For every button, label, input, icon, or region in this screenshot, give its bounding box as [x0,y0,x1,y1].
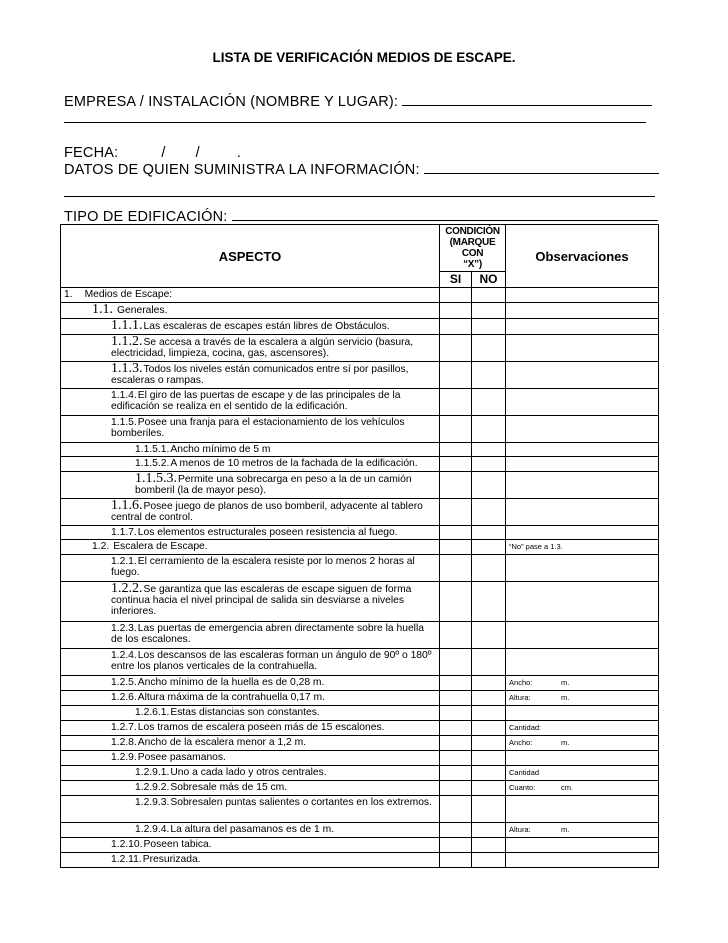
observacion-label: “No” pase a 1.3. [509,542,563,552]
si-checkbox-cell[interactable] [440,525,472,539]
item-text: El cerramiento de la escalera resiste por lo menos 2 horas al fuego. [111,555,415,579]
no-checkbox-cell[interactable] [472,675,506,690]
item-text: Medios de Escape: [84,289,173,301]
table-row [61,525,659,539]
item-text: Posee una franja para el estacionamiento de los vehículos bomberiles. [111,417,405,440]
empresa-field[interactable] [402,93,652,106]
aspecto-cell [61,303,440,319]
item-number: 1.2.9.2. [135,781,170,793]
si-checkbox-cell[interactable] [440,303,472,319]
aspecto-cell [61,720,440,735]
table-row [61,765,659,780]
item-text: Sobresalen puntas salientes o cortantes en los extremos. [170,796,432,808]
observaciones-cell[interactable] [506,795,659,822]
si-checkbox-cell[interactable] [440,837,472,852]
item-text: Presurizada. [142,853,201,865]
aspecto-cell [61,705,440,720]
tipo-line [64,208,658,225]
observaciones-cell[interactable] [506,303,659,319]
si-checkbox-cell[interactable] [440,765,472,780]
no-checkbox-cell[interactable] [472,837,506,852]
si-header: SI [440,272,472,288]
item-number: 1.2.6.1. [135,706,170,718]
aspecto-cell [61,389,440,416]
item-text: Las escaleras de escapes están libres de Obstáculos. [143,321,390,333]
item-number: 1.1.6. [111,497,143,513]
aspecto-cell [61,581,440,621]
observaciones-cell[interactable] [506,539,659,554]
observaciones-cell[interactable] [506,837,659,852]
observaciones-cell[interactable] [506,288,659,303]
table-row [61,705,659,720]
no-checkbox-cell[interactable] [472,705,506,720]
item-text: La altura del pasamanos es de 1 m. [170,823,335,835]
table-row [61,621,659,648]
datos-field[interactable] [424,161,659,174]
si-checkbox-cell[interactable] [440,750,472,765]
item-number: 1.2.9. [111,751,137,763]
no-checkbox-cell[interactable] [472,335,506,362]
observaciones-cell[interactable] [506,621,659,648]
item-number: 1.1.5.1. [135,444,170,456]
fecha-end: . [236,145,242,161]
table-row [61,750,659,765]
observacion-label: Ancho: [509,738,533,748]
item-number: 1.1.5. [111,417,137,429]
no-checkbox-cell[interactable] [472,648,506,675]
datos-label: DATOS DE QUIEN SUMINISTRA LA INFORMACIÓN: [64,162,420,178]
table-row [61,389,659,416]
si-checkbox-cell[interactable] [440,705,472,720]
si-checkbox-cell[interactable] [440,675,472,690]
item-number: 1.2. [92,540,110,552]
item-number: 1.1.5.2. [135,458,170,470]
tipo-field[interactable] [232,208,658,221]
si-checkbox-cell[interactable] [440,416,472,443]
si-checkbox-cell[interactable] [440,648,472,675]
table-row [61,852,659,867]
observaciones-cell[interactable] [506,750,659,765]
fecha-sep-2: / [195,145,200,161]
empresa-line [64,93,652,110]
observaciones-header: Observaciones [506,225,659,288]
no-checkbox-cell[interactable] [472,765,506,780]
table-row [61,539,659,554]
aspecto-cell [61,822,440,837]
no-checkbox-cell[interactable] [472,720,506,735]
no-checkbox-cell[interactable] [472,498,506,525]
header-row [61,225,659,272]
no-checkbox-cell[interactable] [472,288,506,303]
observacion-unit: m. [561,738,570,748]
no-checkbox-cell[interactable] [472,457,506,471]
item-number: 1.2.11. [111,853,142,865]
aspecto-cell [61,288,440,303]
item-number: 1.2.6. [111,691,137,703]
item-text: Se accesa a través de la escalera a algún servicio (basura, electricidad, limpieza, cocina, gas, ascensores). [111,337,414,360]
item-text: Los elementos estructurales poseen resistencia al fuego. [137,526,398,538]
si-checkbox-cell[interactable] [440,389,472,416]
si-checkbox-cell[interactable] [440,539,472,554]
aspecto-cell [61,837,440,852]
observacion-unit: m. [561,693,570,703]
aspecto-cell [61,690,440,705]
no-checkbox-cell[interactable] [472,690,506,705]
observacion-label: Ancho: [509,678,533,688]
aspecto-header: ASPECTO [61,225,440,288]
observaciones-cell[interactable] [506,457,659,471]
aspecto-cell [61,471,440,498]
observaciones-cell[interactable] [506,648,659,675]
si-checkbox-cell[interactable] [440,498,472,525]
no-checkbox-cell[interactable] [472,554,506,581]
table-row [61,554,659,581]
item-text: Estas distancias son constantes. [170,706,320,718]
item-text: Los tramos de escalera poseen más de 15 escalones. [137,721,385,733]
item-number: 1.1.7. [111,526,137,538]
observaciones-cell[interactable] [506,720,659,735]
no-checkbox-cell[interactable] [472,362,506,389]
aspecto-cell [61,457,440,471]
observaciones-cell[interactable] [506,822,659,837]
observacion-unit: m. [561,678,570,688]
aspecto-cell [61,852,440,867]
observacion-label: Altura: [509,693,531,703]
table-row [61,362,659,389]
table-row [61,780,659,795]
no-checkbox-cell[interactable] [472,539,506,554]
no-checkbox-cell[interactable] [472,621,506,648]
observaciones-cell[interactable] [506,498,659,525]
observacion-label: Cantidad: [509,723,542,733]
item-number: 1.2.9.3. [135,796,170,808]
item-number: 1.1.1. [111,318,143,334]
no-checkbox-cell[interactable] [472,416,506,443]
item-text: Las puertas de emergencia abren directamente sobre la huella de los escalones. [111,622,424,646]
observaciones-cell[interactable] [506,554,659,581]
table-row [61,457,659,471]
observaciones-cell[interactable] [506,765,659,780]
table-row [61,335,659,362]
datos-continuation-rule [64,196,655,197]
item-text: Sobresale más de 15 cm. [170,781,288,793]
no-header: NO [472,272,506,288]
si-checkbox-cell[interactable] [440,735,472,750]
aspecto-cell [61,443,440,457]
no-checkbox-cell[interactable] [472,303,506,319]
si-checkbox-cell[interactable] [440,581,472,621]
no-checkbox-cell[interactable] [472,389,506,416]
no-checkbox-cell[interactable] [472,471,506,498]
no-checkbox-cell[interactable] [472,750,506,765]
si-checkbox-cell[interactable] [440,795,472,822]
no-checkbox-cell[interactable] [472,581,506,621]
observaciones-cell[interactable] [506,735,659,750]
item-text: Ancho de la escalera menor a 1,2 m. [137,736,307,748]
si-checkbox-cell[interactable] [440,720,472,735]
observaciones-cell[interactable] [506,443,659,457]
item-text: Posee pasamanos. [137,751,226,763]
observacion-label: Altura: [509,825,531,835]
no-checkbox-cell[interactable] [472,525,506,539]
si-checkbox-cell[interactable] [440,822,472,837]
aspecto-cell [61,319,440,335]
observaciones-cell[interactable] [506,852,659,867]
observacion-label: Cuanto: [509,783,536,793]
item-number: 1.1.3. [111,361,143,377]
observaciones-cell[interactable] [506,525,659,539]
table-row [61,498,659,525]
aspecto-cell [61,780,440,795]
aspecto-cell [61,554,440,581]
item-text: Se garantiza que las escaleras de escape siguen de forma continua hacia el nivel principal de salida sin desviarse a niveles inferiores. [111,583,412,618]
observaciones-cell[interactable] [506,471,659,498]
item-number: 1.2.7. [111,721,137,733]
aspecto-cell [61,735,440,750]
item-text: Permite una sobrecarga en peso a la de un camión bomberil (la de mayor peso). [135,473,412,496]
item-text: Escalera de Escape. [113,540,208,552]
observaciones-cell[interactable] [506,581,659,621]
tipo-label: TIPO DE EDIFICACIÓN: [64,209,228,225]
item-number: 1. [64,289,73,301]
aspecto-cell [61,525,440,539]
item-text: Ancho mínimo de 5 m [170,444,271,456]
item-number: 1.2.9.4. [135,823,170,835]
item-number: 1.2.8. [111,736,137,748]
item-text: Poseen tabica. [143,838,212,850]
table-row [61,416,659,443]
condicion-label: CONDICIÓN [445,226,500,237]
item-number: 1.2.4. [111,649,137,661]
no-checkbox-cell[interactable] [472,852,506,867]
aspecto-cell [61,416,440,443]
si-checkbox-cell[interactable] [440,780,472,795]
si-checkbox-cell[interactable] [440,690,472,705]
observaciones-cell[interactable] [506,675,659,690]
item-text: Posee juego de planos de uso bomberil, adyacente al tablero central de control. [111,500,423,523]
no-checkbox-cell[interactable] [472,319,506,335]
empresa-label: EMPRESA / INSTALACIÓN (NOMBRE Y LUGAR): [64,94,399,110]
si-checkbox-cell[interactable] [440,335,472,362]
aspecto-cell [61,539,440,554]
fecha-label: FECHA: [64,145,119,161]
item-number: 1.2.2. [111,580,143,596]
table-row [61,648,659,675]
aspecto-cell [61,750,440,765]
table-row [61,837,659,852]
aspecto-cell [61,765,440,780]
condicion-sub-label-2: “X”) [463,259,482,270]
table-row [61,471,659,498]
observaciones-cell[interactable] [506,362,659,389]
table-row [61,443,659,457]
item-text: A menos de 10 metros de la fachada de la edificación. [170,458,418,470]
table-row [61,822,659,837]
no-checkbox-cell[interactable] [472,735,506,750]
table-row [61,720,659,735]
observaciones-cell[interactable] [506,705,659,720]
condicion-sub-label: (MARQUE CON [449,237,496,259]
si-checkbox-cell[interactable] [440,621,472,648]
datos-line [64,161,659,178]
table-row [61,675,659,690]
item-text: Los descansos de las escaleras forman un ángulo de 90º o 180º entre los planos verticales de la contrahuella. [111,649,432,673]
item-number: 1.1.4. [111,390,137,402]
item-text: El giro de las puertas de escape y de las principales de la edificación se realiza en el sentido de la edificación. [111,390,401,413]
no-checkbox-cell[interactable] [472,443,506,457]
table-row [61,319,659,335]
condicion-header [440,225,506,272]
item-text: Ancho mínimo de la huella es de 0,28 m. [137,676,325,688]
table-row [61,735,659,750]
table-row [61,690,659,705]
item-number: 1.1. [92,302,113,318]
si-checkbox-cell[interactable] [440,319,472,335]
si-checkbox-cell[interactable] [440,471,472,498]
empresa-continuation-rule [64,122,646,123]
fecha-line [64,145,241,161]
observacion-label: Cantidad [509,768,540,778]
observacion-unit: cm. [561,783,574,793]
item-number: 1.2.3. [111,622,137,634]
aspecto-cell [61,648,440,675]
table-row [61,795,659,822]
aspecto-cell [61,675,440,690]
table-row [61,303,659,319]
si-checkbox-cell[interactable] [440,554,472,581]
item-number: 1.1.5.3. [135,470,177,486]
observaciones-cell[interactable] [506,690,659,705]
item-text: Uno a cada lado y otros centrales. [170,766,327,778]
si-checkbox-cell[interactable] [440,852,472,867]
si-checkbox-cell[interactable] [440,362,472,389]
no-checkbox-cell[interactable] [472,822,506,837]
table-row [61,288,659,303]
observaciones-cell[interactable] [506,780,659,795]
item-number: 1.1.2. [111,334,143,350]
observaciones-cell[interactable] [506,335,659,362]
fecha-sep-1: / [161,145,166,161]
observacion-unit: m. [561,825,570,835]
observaciones-cell[interactable] [506,416,659,443]
observaciones-cell[interactable] [506,389,659,416]
item-number: 1.2.1. [111,555,137,567]
aspecto-cell [61,362,440,389]
si-checkbox-cell[interactable] [440,288,472,303]
aspecto-cell [61,621,440,648]
aspecto-cell [61,795,440,822]
no-checkbox-cell[interactable] [472,795,506,822]
aspecto-cell [61,335,440,362]
item-number: 1.2.10. [111,838,143,850]
item-text: Todos los niveles están comunicados entre sí por pasillos, escaleras o rampas. [111,364,409,387]
si-checkbox-cell[interactable] [440,443,472,457]
table-row [61,581,659,621]
item-text: Generales. [117,305,168,317]
item-number: 1.2.5. [111,676,137,688]
observaciones-cell[interactable] [506,319,659,335]
item-number: 1.2.9.1. [135,766,170,778]
document-title: LISTA DE VERIFICACIÓN MEDIOS DE ESCAPE. [212,50,516,65]
item-text: Altura máxima de la contrahuella 0,17 m. [137,691,325,703]
no-checkbox-cell[interactable] [472,780,506,795]
checklist-table [60,224,659,868]
aspecto-cell [61,498,440,525]
si-checkbox-cell[interactable] [440,457,472,471]
